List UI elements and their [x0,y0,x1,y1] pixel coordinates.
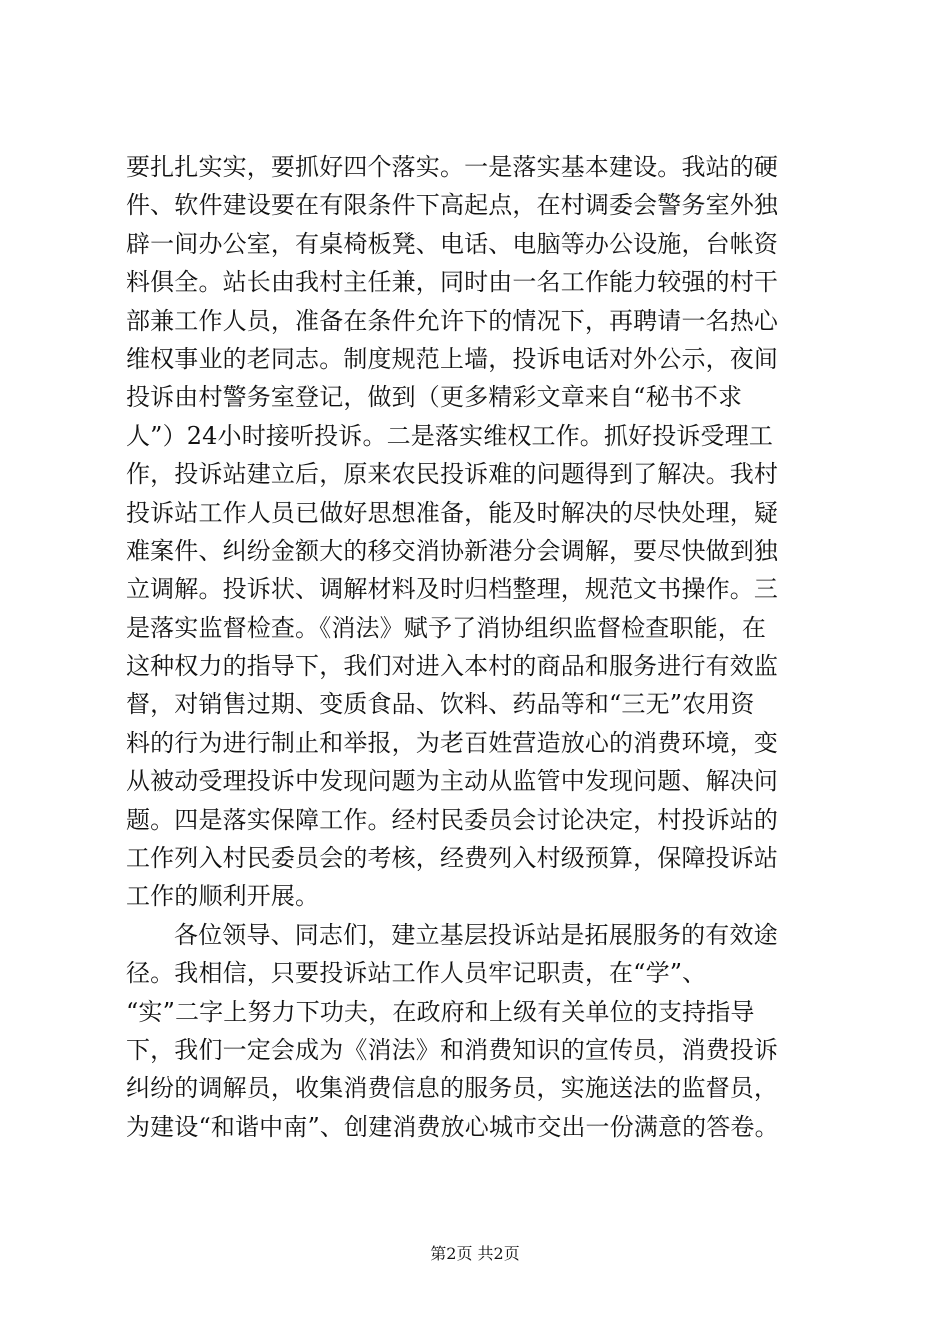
text-line: 要扎扎实实，要抓好四个落实。一是落实基本建设。我站的硬 [126,153,779,181]
text-line: 从被动受理投诉中发现问题为主动从监管中发现问题、解决问 [126,767,779,796]
text-line: 部兼工作人员，准备在条件允许下的情况下，再聘请一名热心 [126,306,779,335]
text-line: 料的行为进行制止和举报，为老百姓营造放心的消费环境，变 [126,728,779,757]
text-line: 难案件、纠纷金额大的移交消协新港分会调解，要尽快做到独 [126,536,779,565]
document-body [126,148,831,1146]
text-line: 下，我们一定会成为《消法》和消费知识的宣传员，消费投诉 [126,1035,779,1064]
text-line: “实”二字上努力下功夫，在政府和上级有关单位的支持指导 [126,997,755,1026]
text-line: 径。我相信，只要投诉站工作人员牢记职责，在“学”、 [126,959,707,988]
text-line: 作，投诉站建立后，原来农民投诉难的问题得到了解决。我村 [126,460,779,489]
text-line: 辟一间办公室，有桌椅板凳、电话、电脑等办公设施，台帐资 [126,229,779,258]
text-line: 工作的顺利开展。 [126,882,320,911]
text-line: 是落实监督检查。《消法》赋予了消协组织监督检查职能，在 [126,613,767,642]
text-line: 题。四是落实保障工作。经村民委员会讨论决定，村投诉站的 [126,805,779,834]
text-line: 投诉由村警务室登记，做到（更多精彩文章来自“秘书不求 [126,383,743,412]
text-line: 立调解。投诉状、调解材料及时归档整理，规范文书操作。三 [126,575,779,604]
text-line: 人”）24小时接听投诉。二是落实维权工作。抓好投诉受理工 [126,421,774,450]
text-line: 维权事业的老同志。制度规范上墙，投诉电话对外公示，夜间 [126,344,779,373]
text-line: 为建设“和谐中南”、创建消费放心城市交出一份满意的答卷。 [126,1112,779,1141]
text-line: 件、软件建设要在有限条件下高起点，在村调委会警务室外独 [126,191,779,220]
text-line: 督，对销售过期、变质食品、饮料、药品等和“三无”农用资 [126,690,755,719]
paragraph-start-line: 各位领导、同志们，建立基层投诉站是拓展服务的有效途 [174,920,778,949]
text-line: 工作列入村民委员会的考核，经费列入村级预算，保障投诉站 [126,844,779,873]
text-line: 纠纷的调解员，收集消费信息的服务员，实施送法的监督员， [126,1074,779,1103]
text-line: 料俱全。站长由我村主任兼，同时由一名工作能力较强的村干 [126,268,779,297]
text-line: 投诉站工作人员已做好思想准备，能及时解决的尽快处理，疑 [126,498,779,527]
page-number-footer: 第2页 共2页 [430,1244,520,1263]
text-line: 这种权力的指导下，我们对进入本村的商品和服务进行有效监 [126,652,779,681]
